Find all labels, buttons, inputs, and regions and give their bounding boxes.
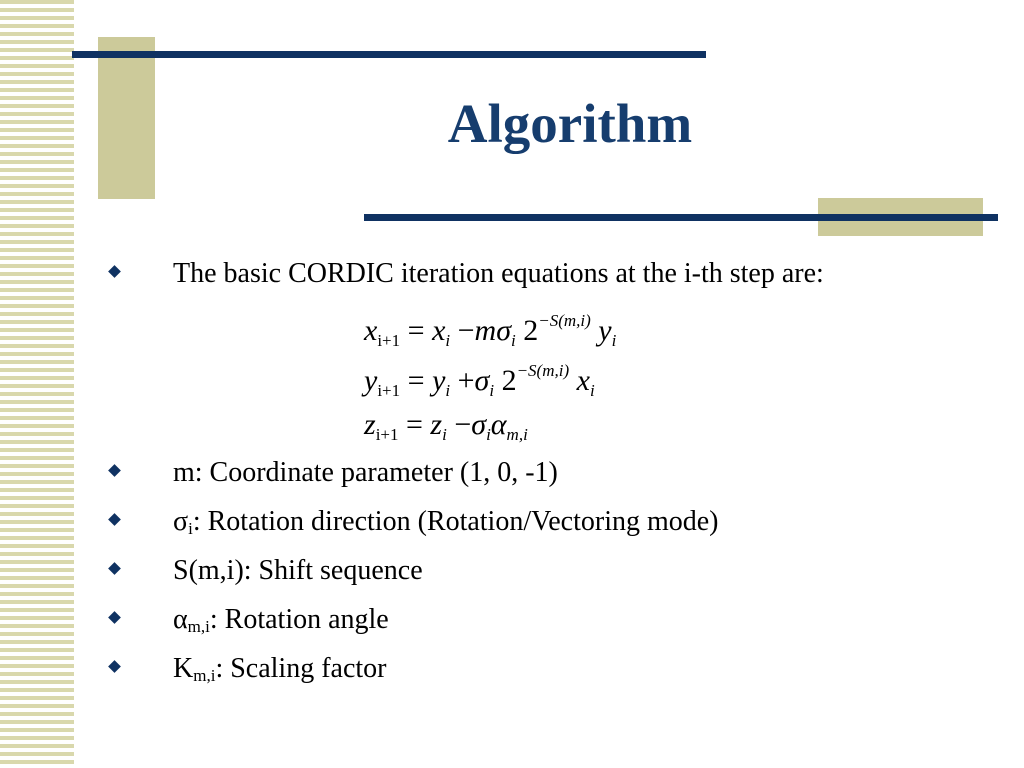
diamond-bullet-icon: [108, 464, 121, 477]
eq-tail: α: [490, 408, 507, 441]
eq-rhs-sub: i: [445, 331, 451, 350]
eq-rhs-sub: i: [445, 381, 451, 400]
eq-lhs: z: [364, 408, 376, 441]
bullet-text: The basic CORDIC iteration equations at the i-th step are:: [173, 258, 824, 289]
eq-operator: −: [454, 408, 472, 441]
eq-rhs-var: y: [432, 364, 446, 397]
bullet-text: [173, 653, 387, 692]
bullet-symbol-sub: m,i: [193, 666, 216, 685]
eq-tail-sub: i: [589, 381, 595, 400]
eq-tail: y: [598, 314, 612, 347]
equation-x-update: $x_{i+1} = x_i -m\sigma_i$ $2^{-S(m,i)}$ $y_i$: [364, 311, 617, 350]
bullet-text: S(m,i): Shift sequence: [173, 555, 423, 586]
eq-rhs-var: x: [432, 314, 446, 347]
eq-lhs-sub: i+1: [377, 381, 401, 400]
slide-title: Algorithm: [447, 93, 693, 154]
bullet-text: [173, 506, 719, 545]
bullet-text: m: Coordinate parameter (1, 0, -1): [173, 457, 558, 488]
bullet-symbol: α: [173, 604, 188, 635]
title-rule-bottom: [364, 214, 998, 221]
eq-coefficient: σ: [474, 364, 490, 397]
bullet-text-body: : Scaling factor: [215, 653, 387, 684]
title-rule-top: [72, 51, 706, 58]
eq-coefficient-sub: i: [489, 381, 495, 400]
eq-coefficient-sub: i: [511, 331, 516, 350]
bullet-symbol-sub: m,i: [187, 617, 210, 636]
eq-lhs: x: [364, 314, 378, 347]
eq-tail-sub: m,i: [506, 425, 528, 444]
eq-tail-sub: i: [611, 331, 617, 350]
bullet-text-body: : Rotation direction (Rotation/Vectoring mode): [192, 506, 719, 537]
bullet-symbol: σ: [173, 506, 189, 537]
eq-rhs-sub: i: [442, 425, 447, 444]
eq-lhs-sub: i+1: [377, 331, 401, 350]
eq-lhs-sub: i+1: [375, 425, 399, 444]
diamond-bullet-icon: [108, 660, 121, 673]
bullet-text-body: : Rotation angle: [209, 604, 389, 635]
tan-accent-block-top: [98, 37, 155, 199]
eq-base: 2: [523, 314, 539, 347]
equation-y-update: $y_{i+1} = y_i +\sigma_i$ $2^{-S(m,i)}$ $x_i$: [364, 361, 595, 400]
eq-base: 2: [501, 364, 517, 397]
eq-operator: +: [457, 364, 475, 397]
eq-exponent: −S(m,i): [516, 361, 570, 380]
eq-tail: x: [576, 364, 590, 397]
diamond-bullet-icon: [108, 265, 121, 278]
eq-coefficient-sub: i: [486, 425, 491, 444]
eq-rhs-var: z: [430, 408, 443, 441]
eq-operator: −: [457, 314, 475, 347]
left-stripe-decoration: [0, 0, 74, 768]
eq-coefficient: σ: [471, 408, 487, 441]
bullet-symbol: K: [173, 653, 194, 684]
eq-lhs: y: [364, 364, 378, 397]
diamond-bullet-icon: [108, 562, 121, 575]
diamond-bullet-icon: [108, 513, 121, 526]
equation-z-update: $z_{i+1} = z_i -\sigma_i\alpha_{m,i}$: [364, 408, 528, 444]
diamond-bullet-icon: [108, 611, 121, 624]
eq-coefficient: mσ: [474, 314, 512, 347]
bullet-text: [173, 604, 389, 643]
eq-exponent: −S(m,i): [538, 311, 591, 330]
bullet-symbol-sub: i: [188, 519, 193, 538]
